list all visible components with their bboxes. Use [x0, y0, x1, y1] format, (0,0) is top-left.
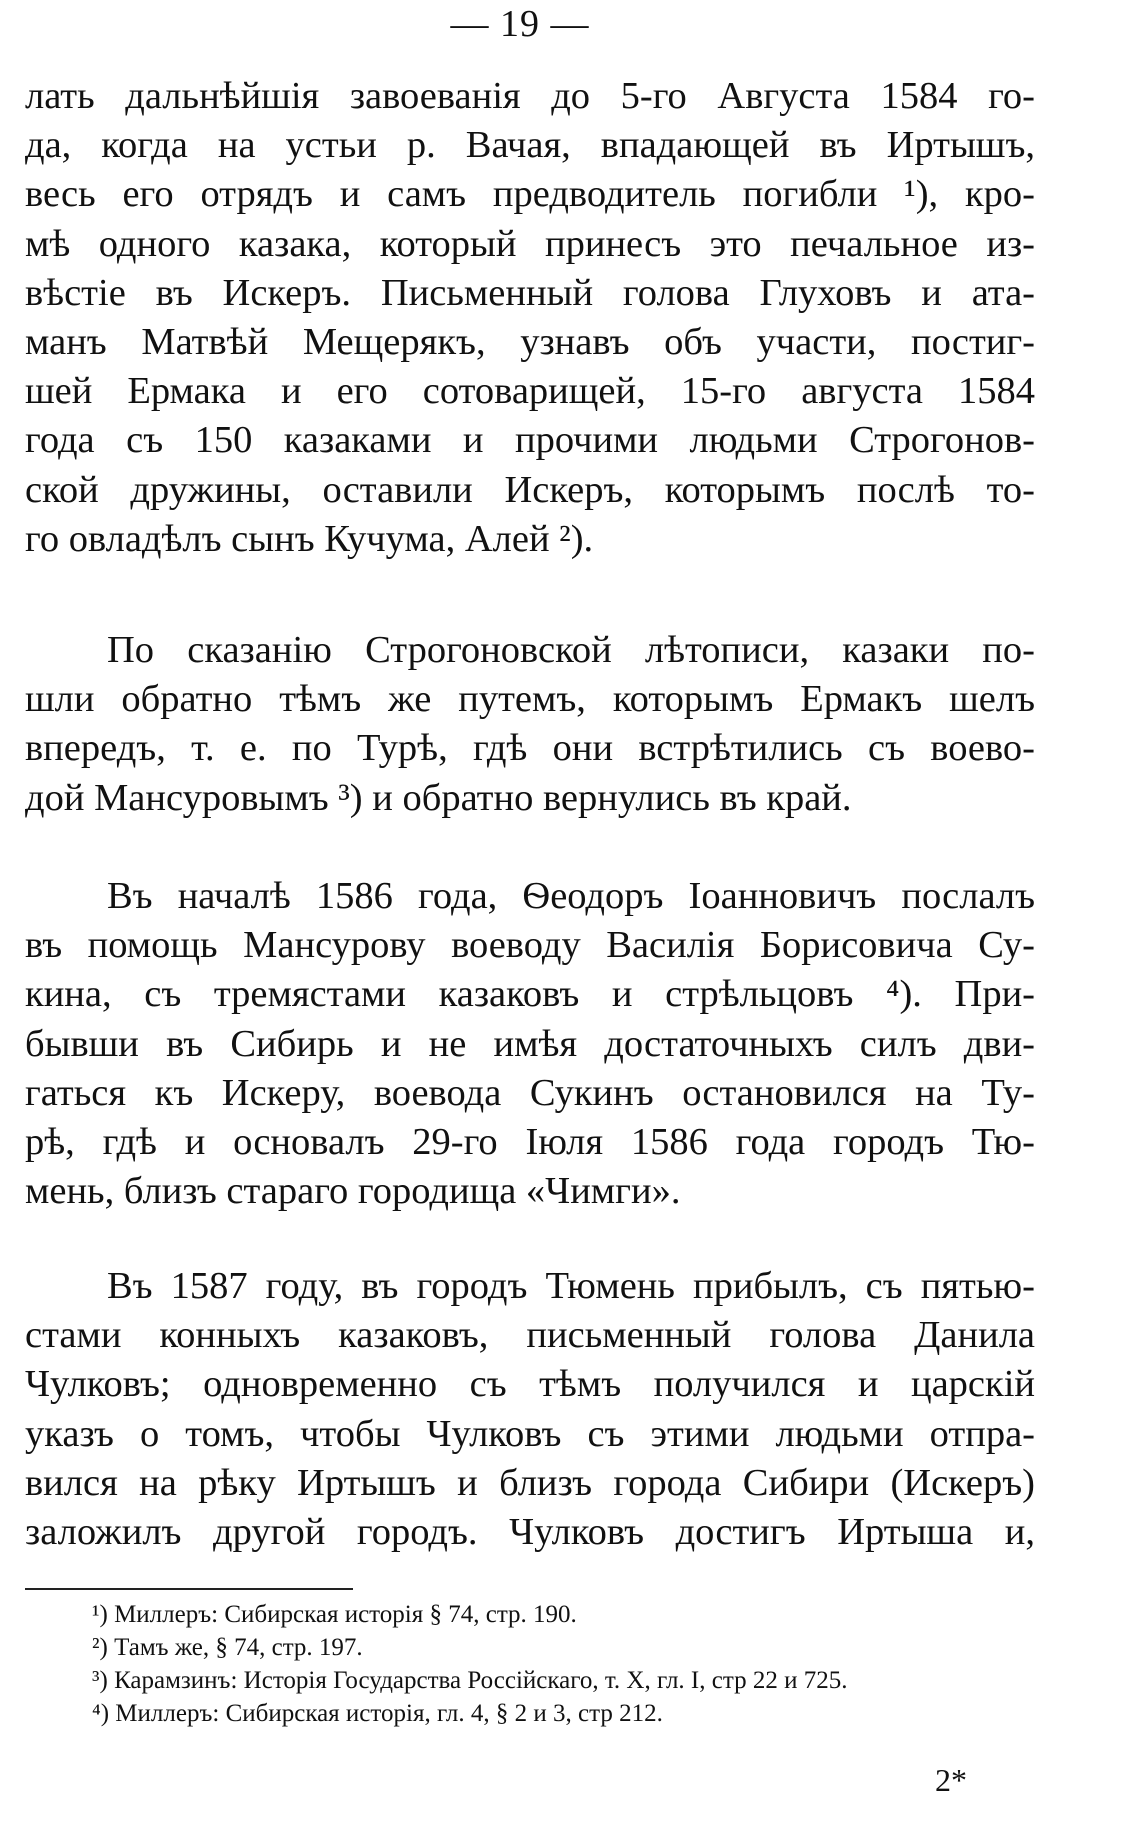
text-line: дой Мансуровымъ ³) и обратно вернулись въ край. — [25, 776, 852, 819]
footnote-4: ⁴) Миллеръ: Сибирская исторія, гл. 4, § 2 и 3, стр 212. — [92, 1700, 663, 1727]
text-line: года съ 150 казаками и прочими людьми Строгонов- — [25, 419, 1035, 462]
text-line: заложилъ другой городъ. Чулковъ достигъ Иртыша и, — [25, 1511, 1035, 1554]
text-line: По сказанію Строгоновской лѣтописи, казаки по- — [107, 629, 1035, 671]
text-line: стами конныхъ казаковъ, письменный голова Данила — [25, 1314, 1035, 1357]
paragraph-2 — [25, 626, 1035, 823]
footnote-divider — [25, 1588, 353, 1590]
text-line: весь его отрядъ и самъ предводитель погибли ¹), кро- — [25, 173, 1035, 216]
text-line: шли обратно тѣмъ же путемъ, которымъ Ермакъ шелъ — [25, 678, 1035, 721]
text-line: да, когда на устьи р. Вачая, впадающей въ Иртышъ, — [25, 124, 1035, 167]
text-line: впередъ, т. е. по Турѣ, гдѣ они встрѣтились съ воево- — [25, 727, 1035, 770]
text-line: лать дальнѣйшія завоеванія до 5-го Августа 1584 го- — [25, 75, 1035, 117]
text-line: Въ 1587 году, въ городъ Тюмень прибылъ, съ пятью- — [107, 1265, 1035, 1307]
text-line: мень, близъ стараго городища «Чимги». — [25, 1170, 681, 1213]
page-number: — 19 — — [450, 3, 590, 45]
text-line: вѣстіе въ Искеръ. Письменный голова Глуховъ и ата- — [25, 271, 1035, 314]
text-line: Въ началѣ 1586 года, Ѳеодоръ Іоанновичъ послалъ — [107, 875, 1035, 917]
footnote-2: ²) Тамъ же, § 74, стр. 197. — [92, 1634, 363, 1661]
text-line: Чулковъ; одновременно съ тѣмъ получился и царскій — [25, 1363, 1035, 1406]
text-line: ской дружины, оставили Искеръ, которымъ послѣ то- — [25, 468, 1035, 511]
signature-mark: 2* — [935, 1762, 967, 1798]
text-line: гаться къ Искеру, воевода Сукинъ остановился на Ту- — [25, 1071, 1035, 1114]
text-line: мѣ одного казака, который принесъ это печальное из- — [25, 222, 1035, 265]
text-line: указъ о томъ, чтобы Чулковъ съ этими людьми отпра- — [25, 1412, 1035, 1455]
footnotes — [92, 1598, 1032, 1730]
text-line: вился на рѣку Иртышъ и близъ города Сибири (Искеръ) — [25, 1461, 1035, 1504]
text-line: бывши въ Сибирь и не имѣя достаточныхъ силъ дви- — [25, 1022, 1035, 1065]
text-line: кина, съ тремястами казаковъ и стрѣльцовъ ⁴). При- — [25, 973, 1035, 1016]
paragraph-4 — [25, 1262, 1035, 1557]
text-line: манъ Матвѣй Мещерякъ, узнавъ объ участи, постиг- — [25, 321, 1035, 364]
footnote-1: ¹) Миллеръ: Сибирская исторія § 74, стр. 190. — [92, 1601, 577, 1628]
footnote-3: ³) Карамзинъ: Исторія Государства Россійскаго, т. X, гл. I, стр 22 и 725. — [92, 1667, 848, 1694]
paragraph-1 — [25, 72, 1035, 564]
paragraph-3 — [25, 872, 1035, 1216]
text-line: шей Ермака и его сотоварищей, 15-го августа 1584 — [25, 370, 1035, 413]
text-line: го овладѣлъ сынъ Кучума, Алей ²). — [25, 517, 594, 560]
text-line: рѣ, гдѣ и основалъ 29-го Іюля 1586 года городъ Тю- — [25, 1121, 1035, 1164]
text-line: въ помощь Мансурову воеводу Василія Борисовича Су- — [25, 924, 1035, 967]
